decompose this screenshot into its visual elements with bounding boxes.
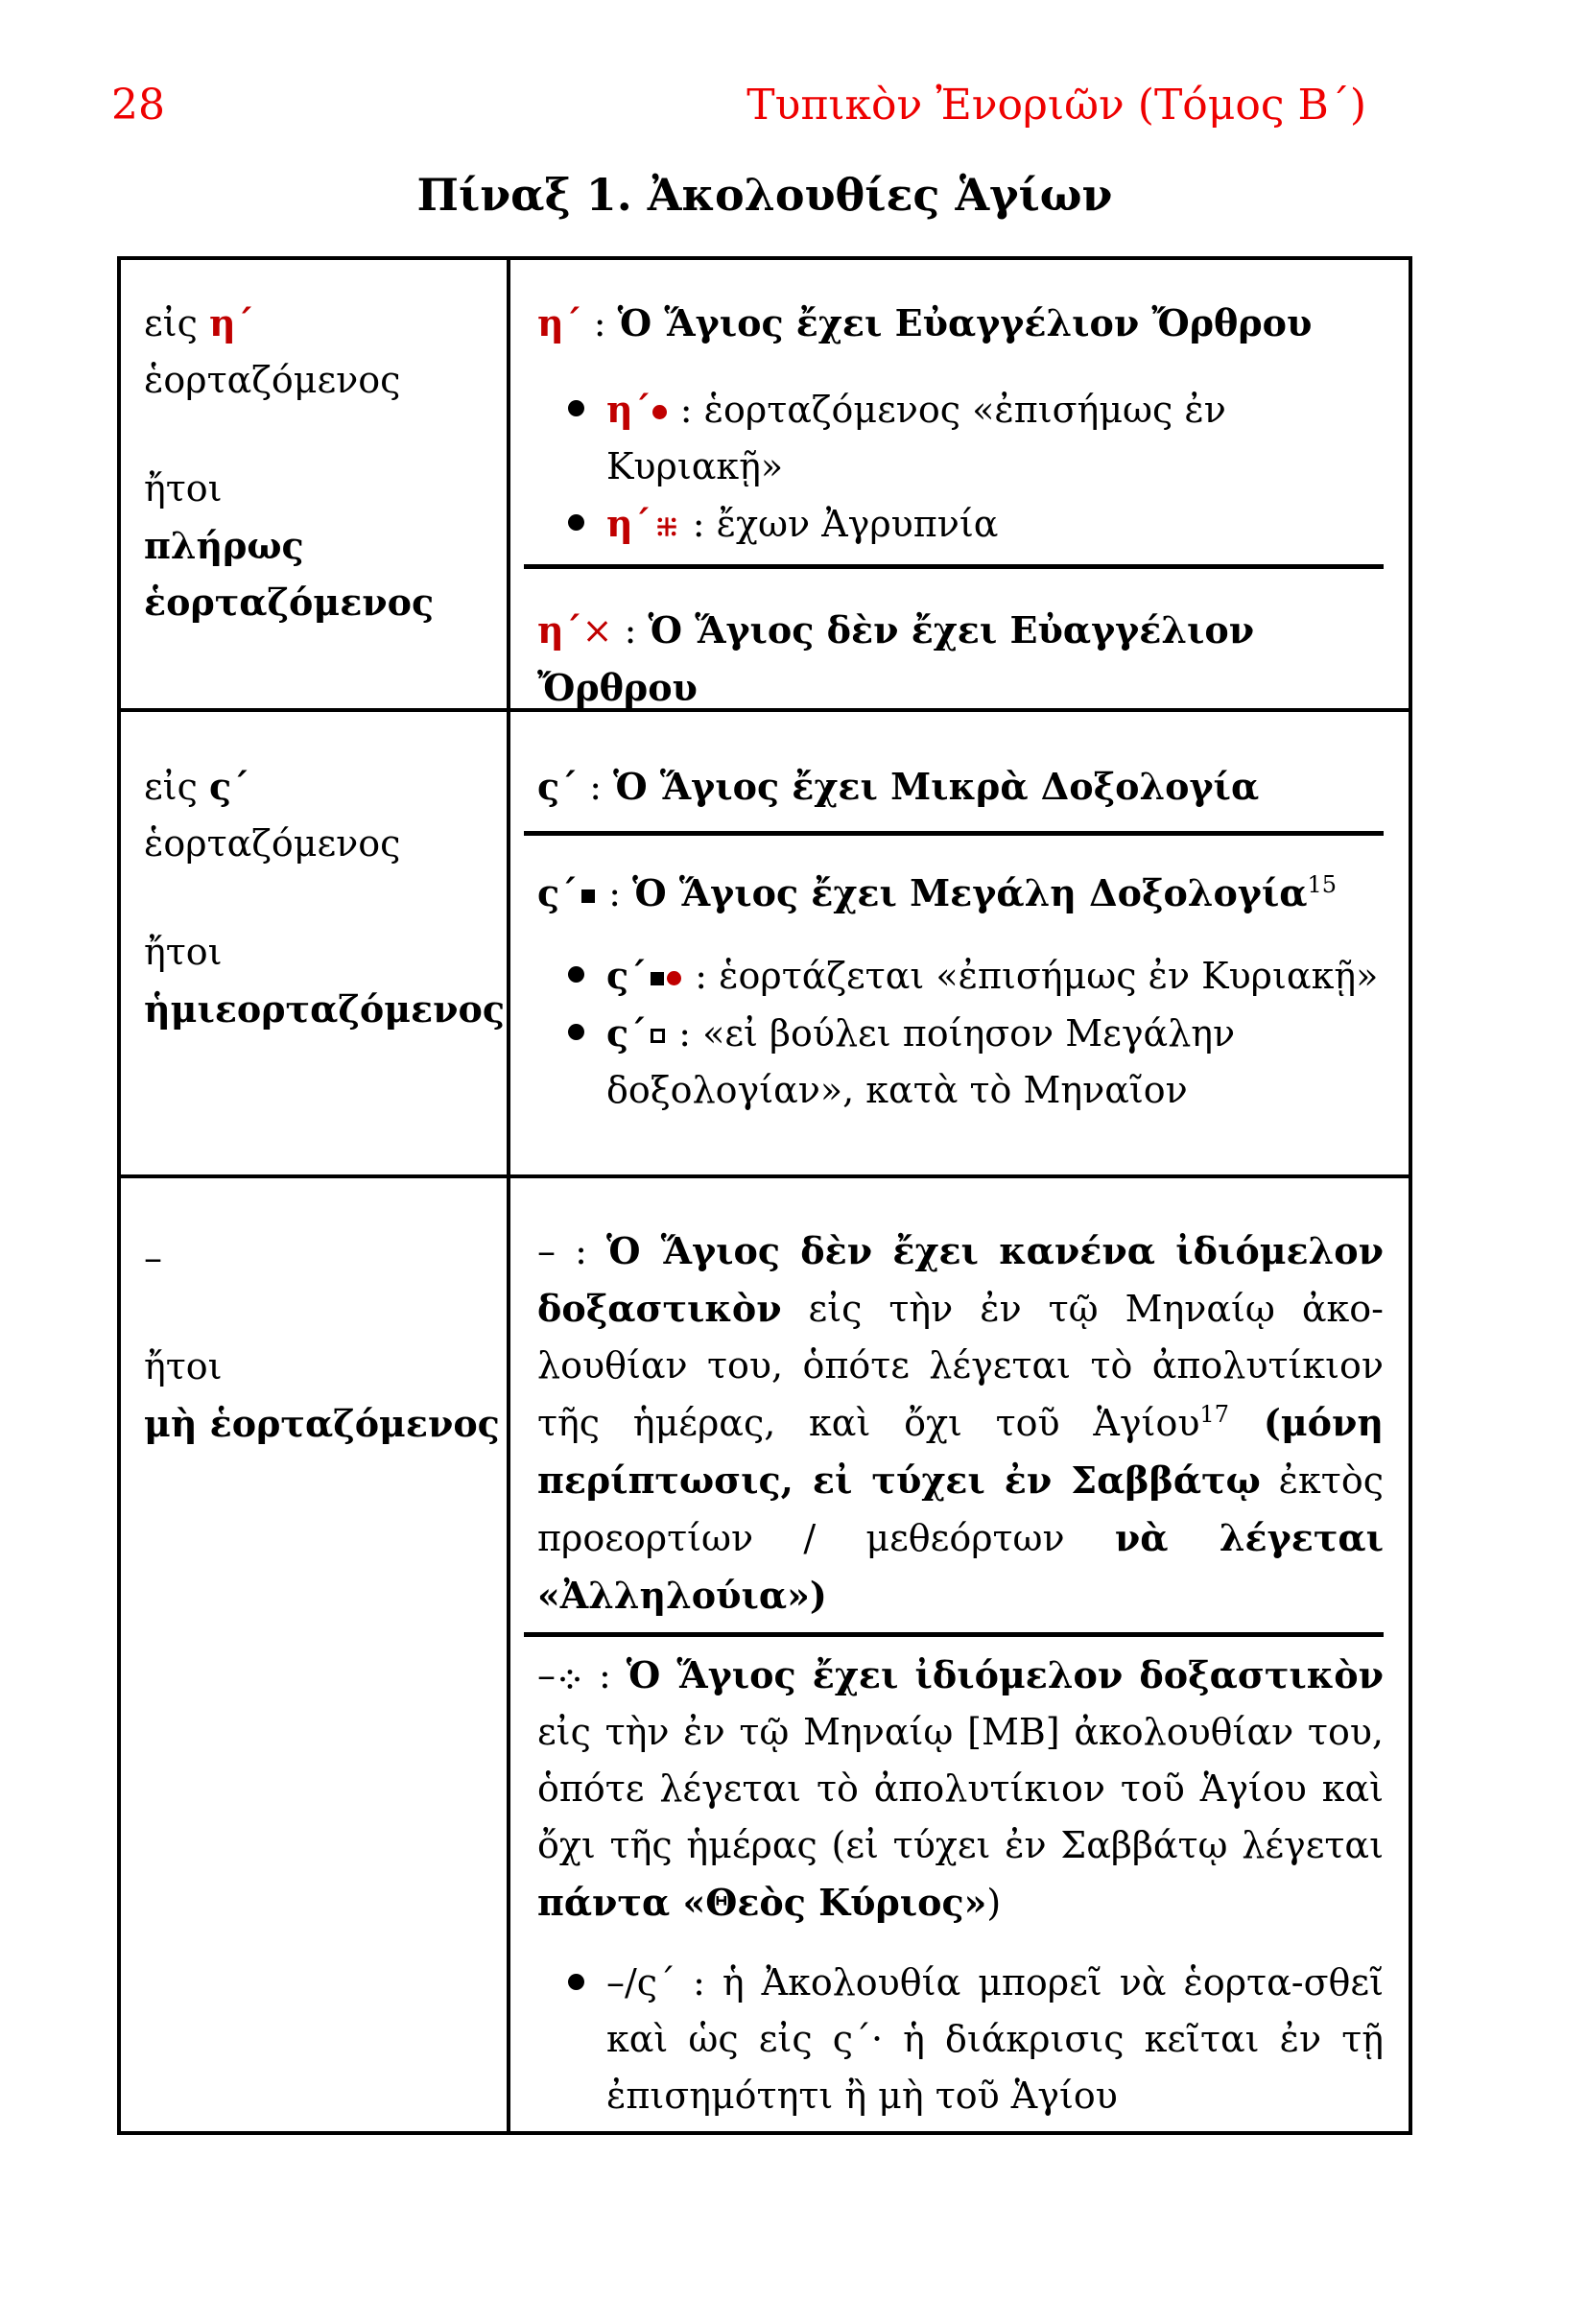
row1-bullet-list (537, 381, 1384, 553)
row3-desc1: μὴ ἑορταζόμενος (144, 1402, 500, 1445)
separator: : (612, 609, 649, 652)
filled-square-icon (581, 889, 595, 903)
bullet-text: ἑορτάζεται «ἐπισήμως ἐν Κυριακῇ» (719, 955, 1379, 997)
spacer (144, 872, 499, 924)
bullet-text: ἑορταζόμενος «ἐπισήμως ἐν Κυριακῇ» (606, 389, 1226, 487)
page-number: 28 (111, 81, 165, 130)
cell-divider-rule (524, 564, 1384, 569)
grade-symbol-stigma: ς´ (208, 765, 250, 808)
row3-dash: – (144, 1237, 162, 1279)
bullet-text: ἔχων Ἀγρυπνία (716, 503, 999, 545)
grade-symbol-eta: η´ (537, 608, 582, 652)
row2-grade-line (144, 758, 499, 816)
heading-text: Ὁ Ἅγιος δὲν ἔχει Εὐαγγέλιον Ὄρθρου (537, 608, 1255, 709)
open-square-icon (651, 1029, 665, 1043)
four-dot-mark-icon (558, 1668, 581, 1691)
list-item (537, 1005, 1384, 1119)
row1-heading1 (537, 295, 1384, 352)
cell-divider-rule (524, 1632, 1384, 1637)
row2-ie-label: ἤτοι (144, 931, 223, 973)
row3-para2 (537, 1647, 1384, 1932)
spacer (144, 1287, 499, 1339)
row3-left-cell (121, 1178, 510, 2131)
list-item (537, 495, 1384, 553)
separator: : (597, 872, 633, 914)
row3-right-cell (510, 1178, 1409, 2131)
red-dot-icon (667, 971, 681, 985)
row1-heading2 (537, 602, 1384, 717)
row2-heading1 (537, 758, 1384, 816)
row1-right-cell (510, 260, 1409, 712)
row2-desc1: ἡμιεορταζόμενος (144, 987, 505, 1031)
bullet-text: «εἰ βούλει ποίησον Μεγάλην δοξολογίαν», κατὰ τὸ Μηναῖον (606, 1012, 1236, 1111)
grade-symbol-eta: η´ (208, 301, 254, 344)
paren-open: ( (1228, 1401, 1281, 1444)
grade-symbol-eta: η´ (606, 388, 651, 431)
grade-symbol-stigma: ς´ (537, 765, 579, 808)
separator: : (578, 766, 614, 808)
heading-text: Ὁ Ἅγιος ἔχει Μικρὰ Δοξολογία (613, 765, 1260, 808)
heading-text: Ὁ Ἅγιος ἔχει Μεγάλη Δοξολογία (632, 871, 1308, 914)
separator: : (583, 1654, 627, 1696)
row2-festal-label: ἑορταζόμενος (144, 822, 401, 865)
list-item (537, 1955, 1384, 2124)
combined-symbol: –/ς´ (606, 1961, 676, 2004)
body-text: εἰς τὴν ἐν τῷ Μηναίῳ ἀκο-λουθίαν του, ὁπότε λέγεται τὸ ἀπολυτίκιον τῆς ἡμέρας, καὶ ὄχι τοῦ Ἁγίου (537, 1288, 1384, 1444)
footnote-ref: 17 (1199, 1401, 1229, 1428)
grade-symbol-eta: η´ (606, 502, 651, 545)
bold-text: Ὁ Ἅγιος δὲν ἔχει κανένα ἰδιόμελον δοξαστικὸν (537, 1229, 1384, 1330)
row2-heading2 (537, 865, 1384, 922)
row3-ie-label: ἤτοι (144, 1345, 223, 1387)
list-item (537, 947, 1384, 1005)
row1-festal-label: ἑορταζόμενος (144, 359, 401, 401)
paren-close: ) (986, 1882, 1002, 1924)
grade-symbol-stigma: ς´ (606, 1011, 648, 1055)
cell-divider-rule (524, 831, 1384, 836)
separator: : (668, 389, 704, 431)
row2-left-cell (121, 712, 510, 1178)
row2-right-cell (510, 712, 1409, 1178)
separator: : (667, 1012, 703, 1055)
filled-square-icon (651, 972, 664, 985)
table-title: Πίναξ 1. Ἀκολουθίες Ἁγίων (416, 169, 1113, 221)
footnote-ref: 15 (1307, 871, 1338, 898)
row1-desc1: πλήρως (144, 524, 304, 567)
dash-symbol: – (537, 1654, 556, 1696)
row1-desc2: ἑορταζόμενος (144, 581, 435, 624)
separator: : (680, 503, 717, 545)
volume-title: Τυπικὸν Ἐνοριῶν (Τόμος Β´) (746, 81, 1366, 130)
body-text: ἐκτὸς προεορτίων / μεθεόρτων (537, 1459, 1384, 1559)
grade-symbol-eta: η´ (537, 301, 582, 344)
separator: : (581, 302, 618, 344)
separator: : (556, 1230, 607, 1272)
row1-ie-label: ἤτοι (144, 467, 223, 510)
bold-text: νὰ λέγεται «Ἀλληλούια» (537, 1516, 1385, 1617)
paren-close: ) (809, 1574, 827, 1617)
bold-text: μόνη περίπτωσις, εἰ τύχει ἐν Σαββάτῳ (537, 1401, 1384, 1502)
services-table (117, 256, 1412, 2135)
grade-symbol-stigma: ς´ (537, 871, 579, 914)
dotted-cross-icon (654, 514, 679, 539)
row1-grade-line (144, 295, 499, 352)
bullet-text: ἡ Ἀκολουθία μπορεῖ νὰ ἑορτα-σθεῖ καὶ ὡς εἰς ς´· ἡ διάκρισις κεῖται ἐν τῇ ἐπισημότητι ἢ μὴ τοῦ Ἁγίου (606, 1961, 1384, 2117)
spacer (144, 409, 499, 461)
separator: : (675, 1961, 722, 2004)
bold-text: πάντα «Θεὸς Κύριος» (537, 1881, 987, 1924)
list-item (537, 381, 1384, 495)
row3-bullet-list (537, 1955, 1384, 2124)
row2-bullet-list (537, 947, 1384, 1119)
heading-text: Ὁ Ἅγιος ἔχει Εὐαγγέλιον Ὄρθρου (617, 301, 1313, 344)
dash-symbol: – (537, 1230, 556, 1272)
grade-intro: εἰς (144, 766, 209, 808)
body-text: εἰς τὴν ἐν τῷ Μηναίῳ [ΜΒ] ἀκολουθίαν του, ὁπότε λέγεται τὸ ἀπολυτίκιον τοῦ Ἁγίου καὶ ὄχι τῆς ἡμέρας (εἰ τύχει ἐν Σαββάτῳ λέγεται (537, 1711, 1384, 1866)
grade-symbol-stigma: ς´ (606, 954, 648, 997)
separator: : (683, 955, 720, 997)
bold-text: Ὁ Ἅγιος ἔχει ἰδιόμελον δοξαστικὸν (626, 1653, 1384, 1696)
times-mark: × (581, 609, 613, 652)
grade-intro: εἰς (144, 302, 209, 344)
red-dot-icon (652, 405, 667, 419)
row3-para1 (537, 1222, 1384, 1624)
row1-left-cell (121, 260, 510, 712)
